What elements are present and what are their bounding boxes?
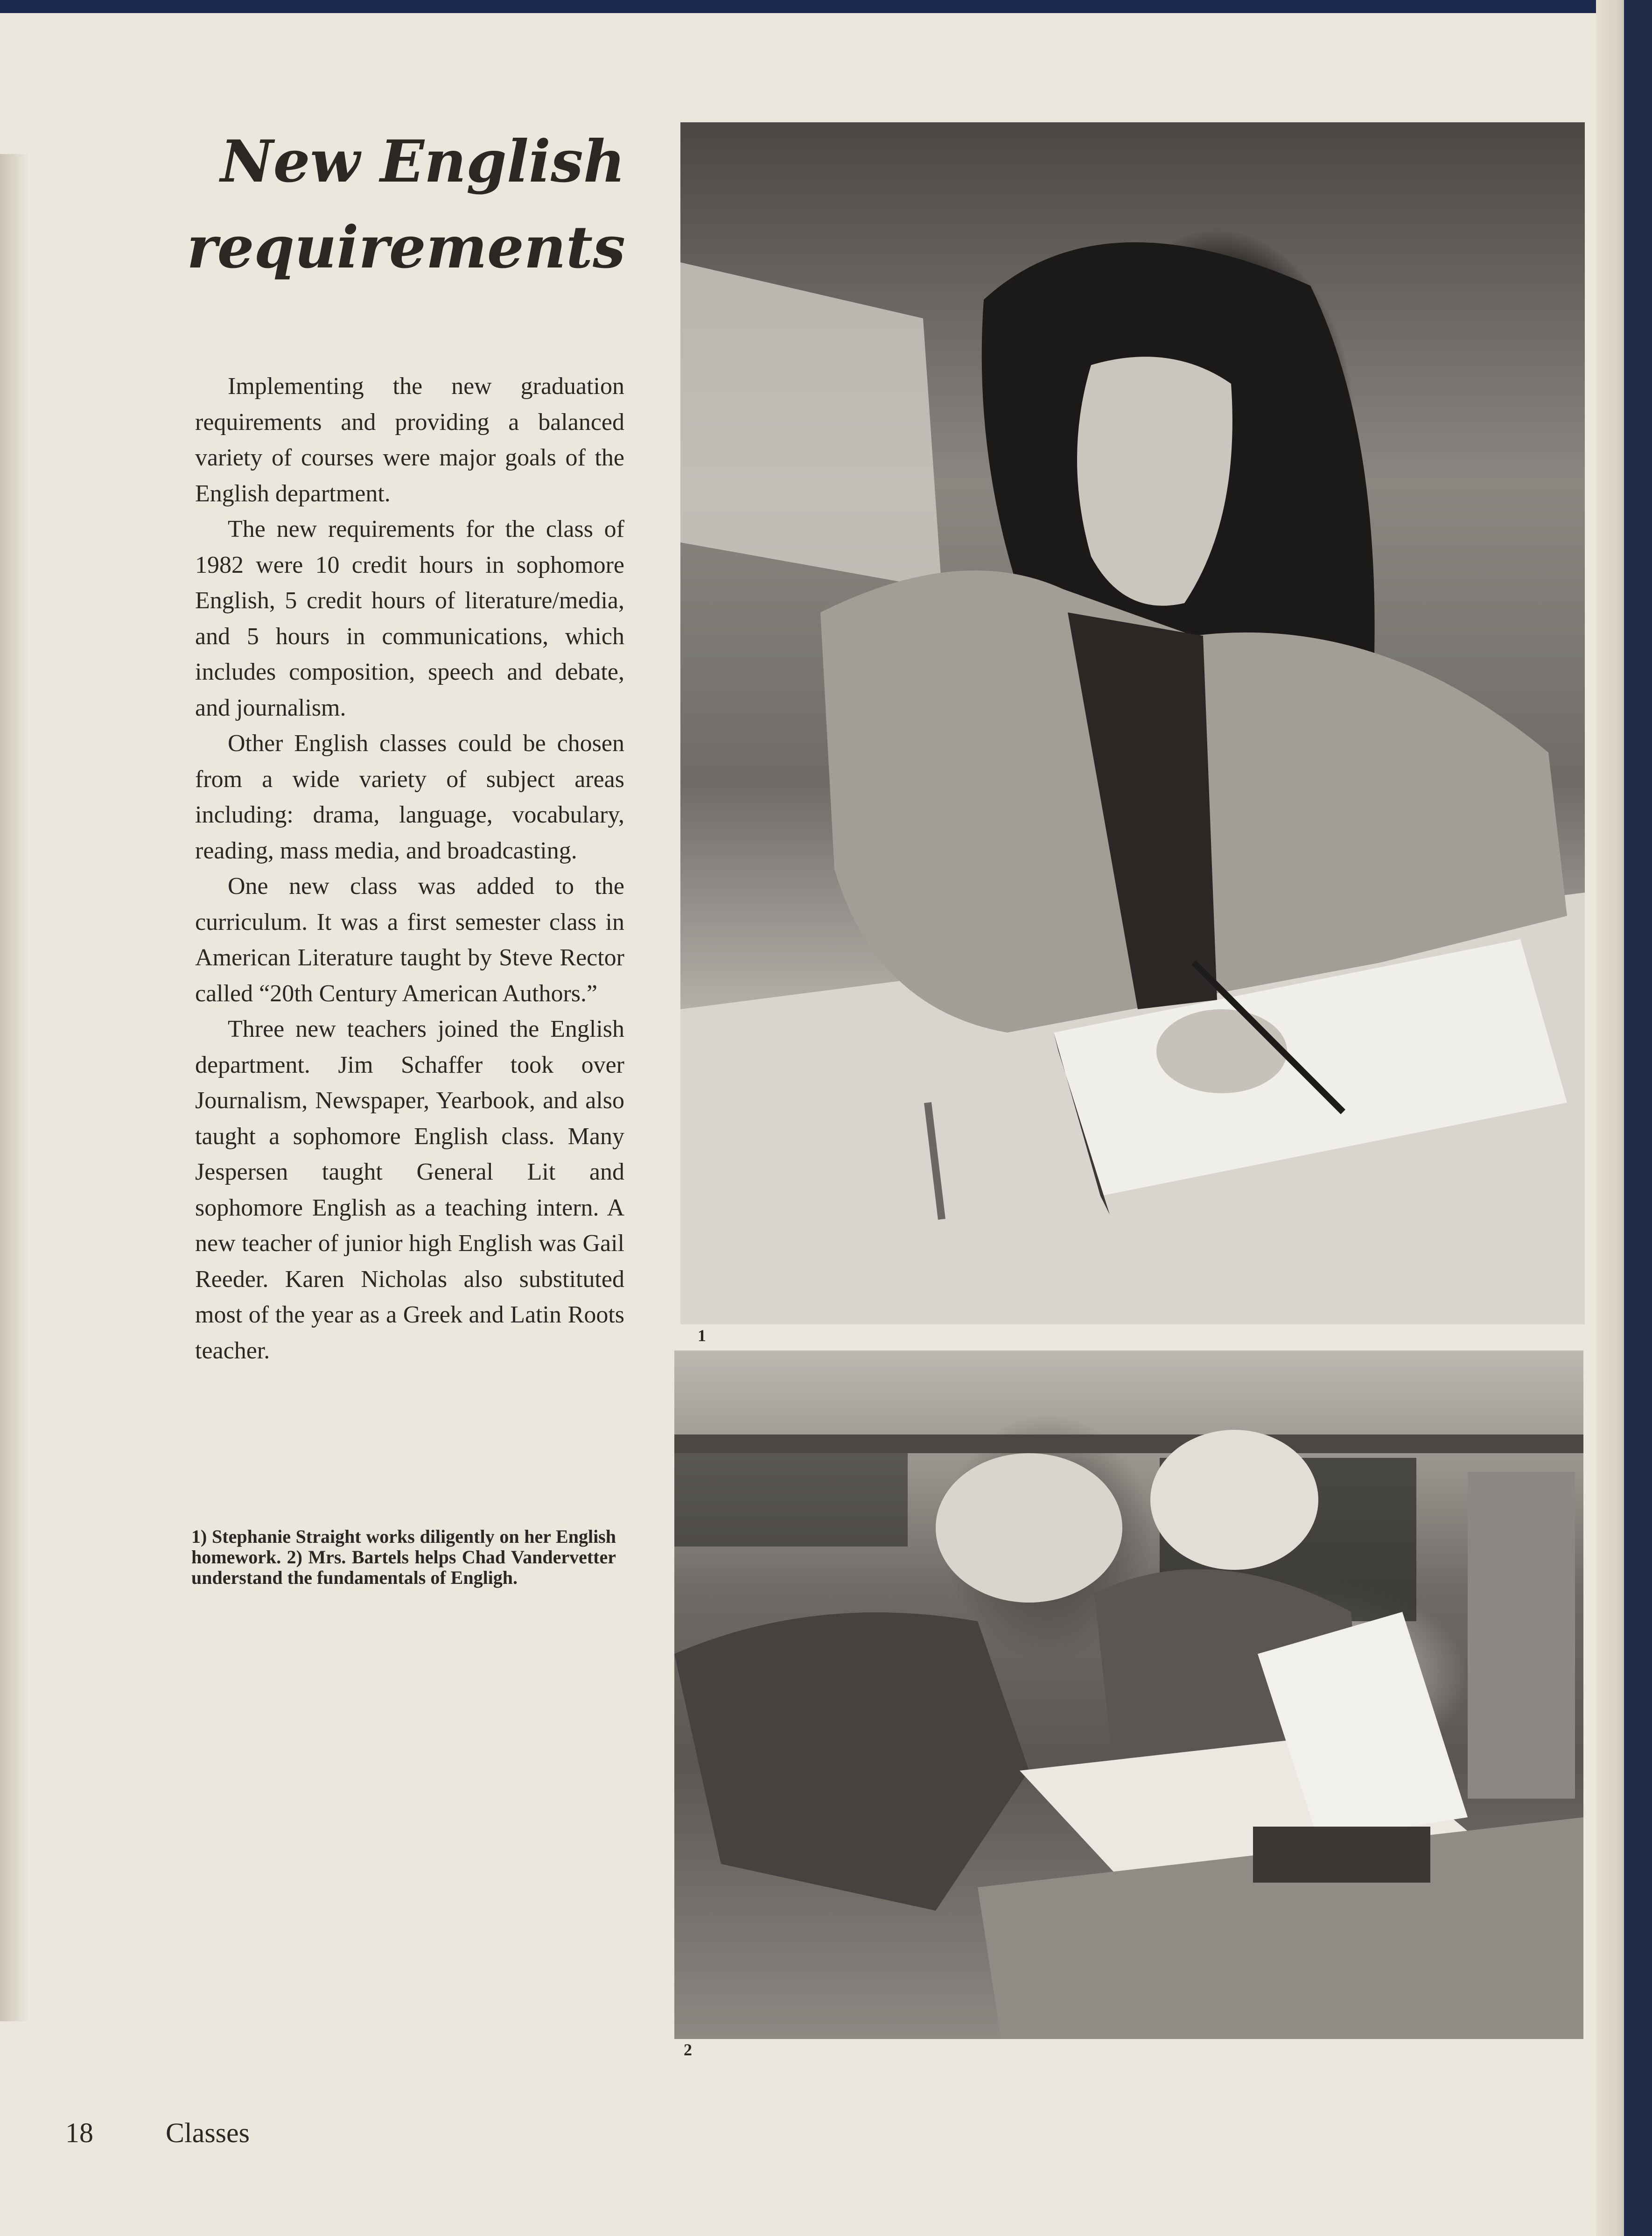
paragraph: Other English classes could be chosen from a wide variety of subject areas including: drama, language, vocabulary, reading, mass media, and broadcasting. (195, 730, 624, 864)
paragraph: Implementing the new graduation requirements and providing a balanced variety of courses were major goals of the English department. (195, 373, 624, 507)
page-edge (1596, 0, 1624, 2236)
photo-caption: 1) Stephanie Straight works diligently on her English homework. 2) Mrs. Bartels helps Chad Vandervetter understand the fundamentals of Engligh. (191, 1526, 616, 1588)
article-body (195, 369, 624, 1369)
paragraph: One new class was added to the curriculum. It was a first semester class in American Literature taught by Steve Rector called “20th Century American Authors.” (195, 873, 624, 1007)
cover-edge (0, 0, 1624, 13)
title-line-1: New English (220, 128, 625, 196)
paragraph: The new requirements for the class of 1982 were 10 credit hours in sophomore English, 5 credit hours of literature/media, and 5 hours in communications, which includes composition, speech and debate, and journalism. (195, 516, 624, 721)
photo-student-writing (680, 122, 1585, 1324)
page-number: 18 (65, 2117, 93, 2148)
photo-1-illustration (680, 122, 1585, 1324)
photo-number: 1 (698, 1326, 706, 1345)
page-title (177, 119, 625, 291)
paragraph: Three new teachers joined the English department. Jim Schaffer took over Journalism, Newspaper, Yearbook, and also taught a sophomore English class. Many Jespersen taught General Lit and sophomore English as a teaching intern. A new teacher of junior high English was Gail Reeder. Karen Nicholas also substituted most of the year as a Greek and Latin Roots teacher. (195, 1016, 624, 1364)
title-line-2: requirements (187, 214, 625, 281)
photo-2-illustration (674, 1350, 1583, 2039)
photo-number: 2 (684, 2040, 692, 2059)
binding-shadow (0, 154, 28, 2021)
photo-teacher-helping-student (674, 1350, 1583, 2039)
section-label: Classes (166, 2117, 250, 2148)
